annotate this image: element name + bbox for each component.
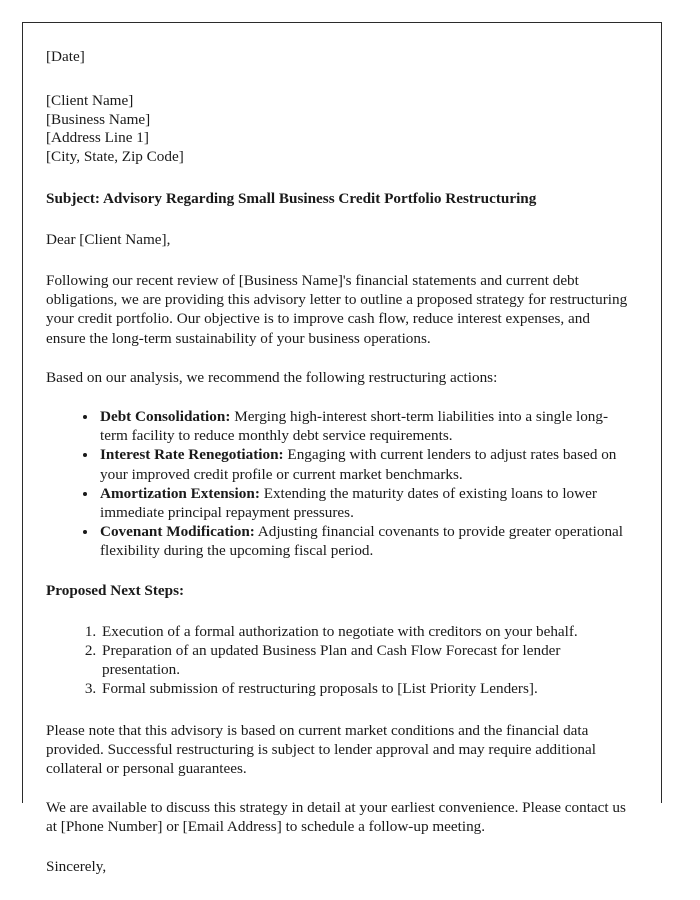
salutation: Dear [Client Name], bbox=[46, 230, 171, 248]
list-item bbox=[98, 522, 631, 560]
date-placeholder: [Date] bbox=[46, 48, 85, 65]
disclaimer-paragraph: Please note that this advisory is based on current market conditions and the financial data provided. Successful restructuring is subject to lender approval and may require additional collateral or personal guarantees. bbox=[46, 721, 596, 778]
letter-body bbox=[46, 47, 631, 876]
intro-paragraph: Following our recent review of [Business Name]'s financial statements and current debt obligations, we are providing this advisory letter to outline a proposed strategy for restructuring your credit portfolio. Our objective is to improve cash flow, reduce interest expenses, and ensure the long-term sustainability of your business operations. bbox=[46, 271, 628, 347]
action-text: Merging high-interest short-term liabilities into a single long-term facility to reduce monthly debt service requirements. bbox=[100, 408, 609, 445]
list-item: 2. Preparation of an updated Business Plan and Cash Flow Forecast for lender presentation. bbox=[100, 641, 631, 679]
list-item bbox=[98, 407, 631, 445]
list-item bbox=[98, 445, 631, 483]
recipient-business-name: [Business Name] bbox=[46, 110, 151, 128]
recipient-address-line: [Address Line 1] bbox=[46, 129, 149, 147]
recipient-address-block bbox=[46, 92, 631, 166]
action-text: Engaging with current lenders to adjust rates based on your improved credit profile or current market benchmarks. bbox=[100, 446, 617, 483]
next-steps-heading: Proposed Next Steps: bbox=[46, 581, 185, 599]
subject-line: Subject: Advisory Regarding Small Business Credit Portfolio Restructuring bbox=[46, 189, 537, 207]
action-lead: Amortization Extension: bbox=[100, 484, 260, 502]
list-item: 1. Execution of a formal authorization to negotiate with creditors on your behalf. bbox=[100, 622, 631, 641]
action-text: Extending the maturity dates of existing loans to lower immediate principal repayment pressures. bbox=[100, 484, 597, 522]
closing-salutation: Sincerely, bbox=[46, 857, 107, 875]
recipient-city-state-zip: [City, State, Zip Code] bbox=[46, 147, 184, 165]
contact-paragraph: We are available to discuss this strategy in detail at your earliest convenience. Please contact us at [Phone Number] or [Email Address] to schedule a follow-up meeting. bbox=[46, 799, 626, 836]
next-steps-list bbox=[46, 622, 631, 699]
recommendation-intro-paragraph: Based on our analysis, we recommend the following restructuring actions: bbox=[46, 368, 498, 386]
action-text: Adjusting financial covenants to provide greater operational flexibility during the upcoming fiscal period. bbox=[100, 523, 624, 560]
list-item bbox=[98, 484, 631, 522]
action-lead: Debt Consolidation: bbox=[100, 408, 231, 425]
action-lead: Covenant Modification: bbox=[100, 523, 255, 541]
restructuring-actions-list bbox=[46, 407, 631, 561]
recipient-client-name: [Client Name] bbox=[46, 92, 134, 110]
action-lead: Interest Rate Renegotiation: bbox=[100, 446, 284, 464]
document-page bbox=[22, 22, 662, 875]
list-item: 3. Formal submission of restructuring proposals to [List Priority Lenders]. bbox=[100, 679, 631, 698]
